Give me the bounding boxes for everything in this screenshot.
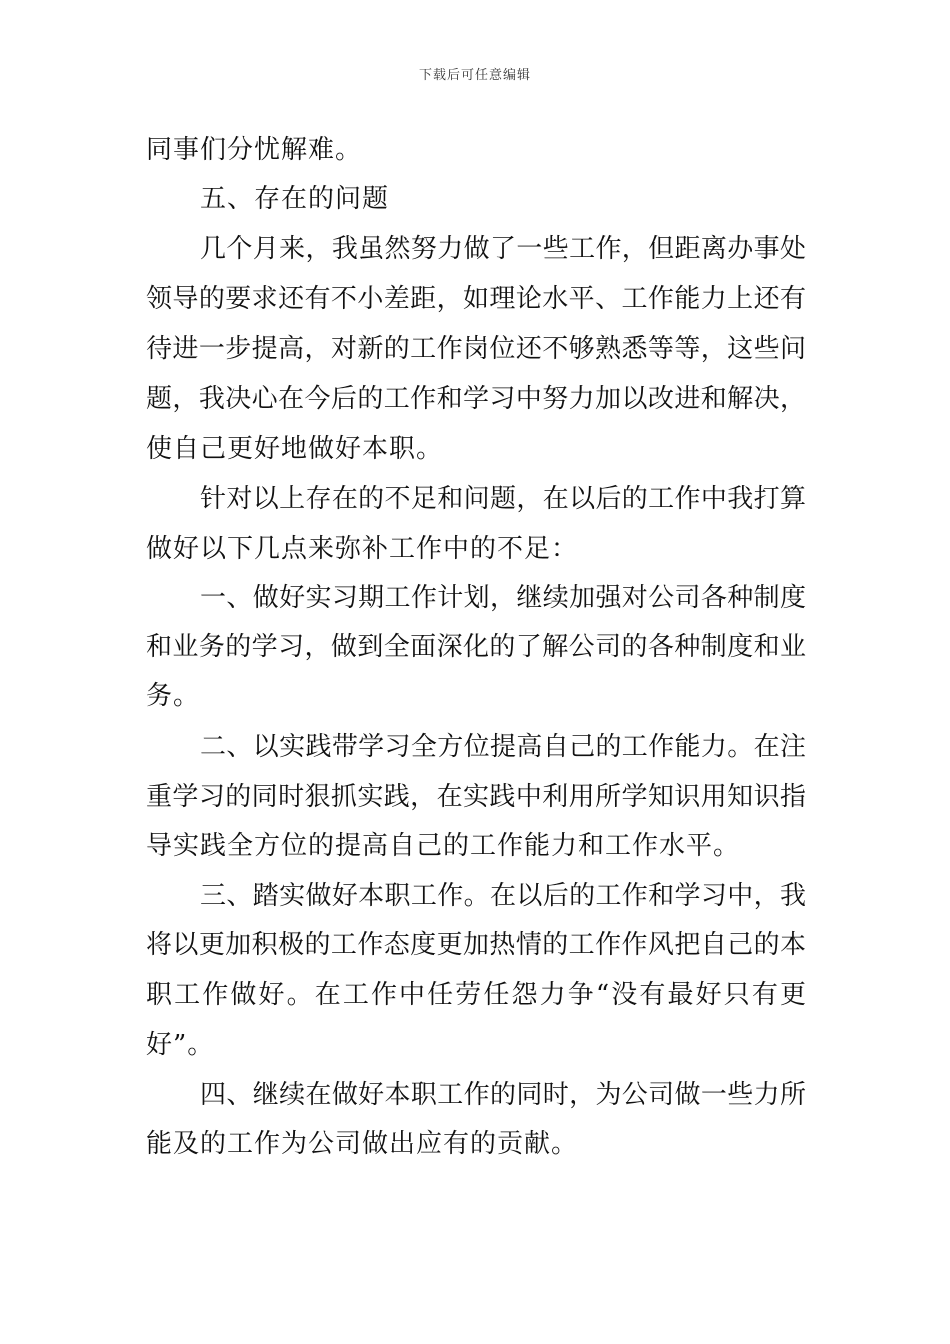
text-line: 几个月来，我虽然努力做了一些工作，但距离办事处 (200, 234, 806, 264)
text-line: 一、做好实习期工作计划，继续加强对公司各种制度 (200, 583, 806, 613)
text-line: 能及的工作为公司做出应有的贡献。 (146, 1129, 579, 1159)
text-line: 二、以实践带学习全方位提高自己的工作能力。在注 (200, 732, 806, 762)
text-line: 做好以下几点来弥补工作中的不足： (146, 534, 579, 564)
text-line: 题，我决心在今后的工作和学习中努力加以改进和解决， (146, 384, 806, 414)
text-line: 职工作做好。在工作中任劳任怨力争“没有最好只有更 (146, 980, 806, 1010)
text-line: 领导的要求还有不小差距，如理论水平、工作能力上还有 (146, 284, 806, 314)
text-line: 好”。 (146, 1030, 215, 1060)
text-line: 导实践全方位的提高自己的工作能力和工作水平。 (146, 831, 741, 861)
text-line: 务。 (146, 681, 201, 711)
text-line: 将以更加积极的工作态度更加热情的工作作风把自己的本 (146, 930, 806, 960)
text-line: 待进一步提高，对新的工作岗位还不够熟悉等等，这些问 (146, 334, 806, 364)
section-heading: 五、存在的问题 (200, 184, 390, 214)
page-header: 下载后可任意编辑 (418, 68, 531, 83)
text-line: 同事们分忧解难。 (146, 135, 363, 165)
text-line: 三、踏实做好本职工作。在以后的工作和学习中，我 (200, 881, 806, 911)
text-line: 使自己更好地做好本职。 (146, 434, 444, 464)
text-line: 四、继续在做好本职工作的同时，为公司做一些力所 (200, 1080, 806, 1110)
text-line: 针对以上存在的不足和问题，在以后的工作中我打算 (200, 484, 806, 514)
text-line: 和业务的学习，做到全面深化的了解公司的各种制度和业 (146, 632, 806, 662)
text-line: 重学习的同时狠抓实践，在实践中利用所学知识用知识指 (146, 782, 806, 812)
